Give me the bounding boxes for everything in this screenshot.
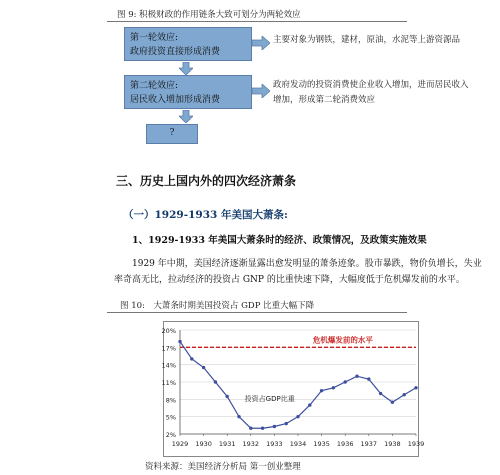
data-point bbox=[320, 389, 323, 392]
section3-heading: 三、历史上国内外的四次经济萧条 bbox=[116, 174, 297, 188]
data-point bbox=[190, 357, 193, 360]
x-tick-label: 1929 bbox=[171, 440, 189, 448]
data-point bbox=[332, 386, 335, 389]
round1-box bbox=[124, 27, 252, 61]
y-tick-label: 5% bbox=[165, 413, 176, 422]
data-point bbox=[285, 422, 288, 425]
data-point bbox=[379, 392, 382, 395]
data-point bbox=[414, 386, 417, 389]
data-point bbox=[226, 395, 229, 398]
reference-line-label: 危机爆发前的水平 bbox=[312, 335, 373, 345]
investment-gdp-line-chart bbox=[140, 318, 430, 453]
data-point bbox=[261, 427, 264, 430]
x-tick-label: 1936 bbox=[336, 440, 354, 448]
data-point bbox=[249, 427, 252, 430]
round2-title: 第二轮效应: bbox=[130, 81, 179, 91]
data-point bbox=[296, 415, 299, 418]
series-label: 投资占GDP比重 bbox=[244, 395, 295, 404]
body-paragraph: 1929 年中期，美国经济逐渐显露出愈发明显的萧条迹象。股市暴跌，物价负增长，失业率奇高无比，拉动经济的投资占 GNP 的比重快速下降，大幅度低于危机爆发前的水平。 bbox=[114, 259, 482, 285]
y-tick-label: 2% bbox=[165, 431, 176, 439]
figure10-caption: 图 10: 大萧条时期美国投资占 GDP 比重大幅下降 bbox=[120, 301, 315, 311]
data-point bbox=[237, 415, 240, 418]
x-tick-label: 1932 bbox=[242, 440, 260, 448]
x-tick-label: 1930 bbox=[195, 440, 212, 448]
x-tick-label: 1938 bbox=[384, 440, 401, 448]
y-tick-label: 11% bbox=[161, 379, 176, 387]
figure9-top-rule bbox=[107, 21, 407, 22]
y-tick-label: 8% bbox=[165, 396, 176, 405]
data-point bbox=[344, 380, 347, 383]
arrow-right-icon bbox=[252, 36, 270, 50]
round1-note: 主要对象为钢铁，建材，原油，水泥等上游资源品 bbox=[273, 35, 461, 45]
y-tick-label: 17% bbox=[161, 344, 176, 353]
round2-body: 居民收入增加形成消费 bbox=[130, 95, 221, 105]
y-tick-label: 20% bbox=[161, 327, 176, 335]
data-point bbox=[403, 393, 406, 396]
round1-body: 政府投资直接形成消费 bbox=[130, 47, 221, 57]
x-tick-label: 1931 bbox=[218, 440, 236, 448]
data-point bbox=[214, 380, 217, 383]
data-point bbox=[202, 366, 205, 369]
x-tick-label: 1933 bbox=[266, 440, 283, 448]
x-tick-label: 1939 bbox=[407, 440, 425, 448]
round2-box bbox=[124, 75, 252, 109]
data-point bbox=[355, 375, 358, 378]
figure9-caption: 图 9: 积极财政的作用链条大致可划分为两轮效应 bbox=[117, 10, 301, 20]
x-tick-label: 1934 bbox=[289, 440, 307, 448]
subsection1-heading: （一）1929-1933 年美国大萧条: bbox=[123, 209, 288, 221]
arrow-right-icon bbox=[252, 84, 270, 98]
data-point bbox=[273, 425, 276, 428]
round1-title: 第一轮效应: bbox=[130, 33, 179, 43]
arrow-down-icon bbox=[179, 62, 193, 75]
data-point bbox=[367, 377, 370, 380]
data-point bbox=[308, 403, 311, 406]
arrow-down-icon bbox=[179, 110, 193, 123]
x-tick-label: 1935 bbox=[313, 440, 330, 448]
unknown-effect-box: ? bbox=[146, 124, 198, 144]
data-point bbox=[178, 340, 181, 343]
figure10-top-rule bbox=[107, 312, 407, 313]
item1-heading: 1、1929-1933 年美国大萧条时的经济、政策情况，及政策实施效果 bbox=[132, 235, 427, 246]
round2-note: 政府发动的投资消费使企业收入增加，进而居民收入增加，形成第二轮消费效应 bbox=[273, 80, 469, 105]
x-tick-label: 1937 bbox=[360, 440, 378, 448]
data-point bbox=[391, 401, 394, 404]
figure10-source: 资料来源：美国经济分析局 第一创业整理 bbox=[145, 462, 301, 472]
y-tick-label: 14% bbox=[161, 361, 176, 370]
